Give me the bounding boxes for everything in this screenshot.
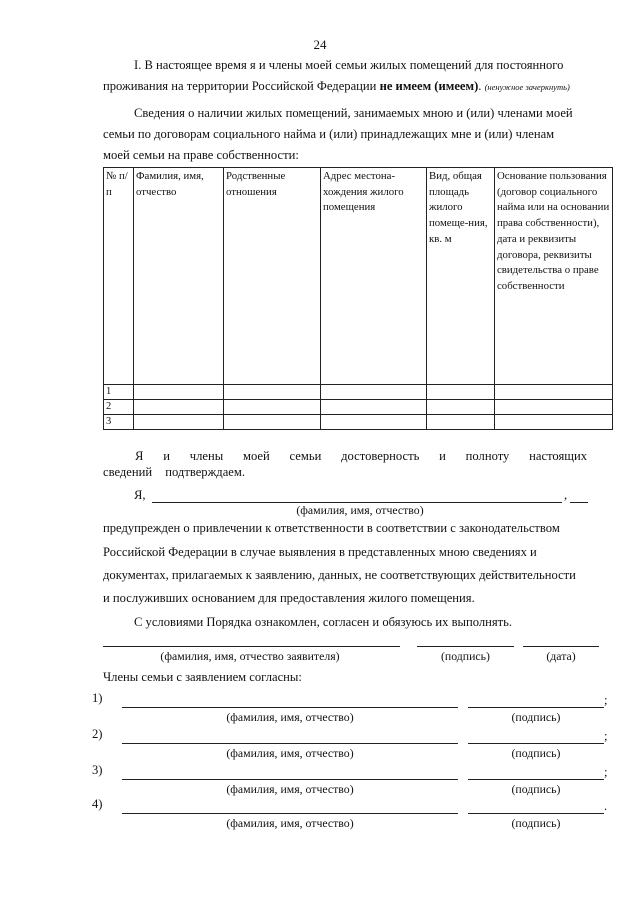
- applicant-sign-caption: (подпись): [441, 649, 490, 663]
- fio-caption: (фамилия, имя, отчество): [296, 503, 424, 517]
- housing-table: [103, 167, 613, 430]
- table-cell[interactable]: [427, 385, 495, 400]
- section-intro-period: .: [478, 79, 485, 93]
- info-line2: семьи по договорам социального найма и (или) принадлежащих мне и (или) членам: [103, 127, 555, 141]
- row-number: 1: [104, 385, 134, 400]
- member-fio-line[interactable]: [122, 707, 458, 708]
- warning-line3: документах, прилагаемых к заявлению, данных, не соответствующих действительности: [103, 568, 576, 582]
- member-fio-caption: (фамилия, имя, отчество): [226, 746, 354, 760]
- table-cell[interactable]: [321, 385, 427, 400]
- member-sign-line[interactable]: [468, 813, 604, 814]
- member-number: 3): [92, 763, 103, 777]
- section-intro-text: проживания на территории Российской Федерации: [103, 79, 380, 93]
- header-area: Вид, общая площадь жилого помеще-ния, кв. м: [427, 168, 495, 385]
- member-sign-caption: (подпись): [511, 746, 561, 760]
- member-fio-line[interactable]: [122, 779, 458, 780]
- member-fio-line[interactable]: [122, 813, 458, 814]
- housing-status-choice: не имеем (имеем): [379, 79, 479, 93]
- table-cell[interactable]: [427, 400, 495, 415]
- table-cell[interactable]: [321, 415, 427, 430]
- table-cell[interactable]: [134, 385, 224, 400]
- member-sign-line[interactable]: [468, 779, 604, 780]
- section-intro-line2: [103, 76, 623, 98]
- table-cell[interactable]: [134, 415, 224, 430]
- table-cell[interactable]: [495, 415, 613, 430]
- ya-comma: ,: [564, 488, 568, 502]
- page-number: 24: [313, 37, 327, 52]
- applicant-fio-caption: (фамилия, имя, отчество заявителя): [160, 649, 340, 663]
- member-sign-line[interactable]: [468, 707, 604, 708]
- table-cell[interactable]: [134, 400, 224, 415]
- table-cell[interactable]: [495, 385, 613, 400]
- header-relation: Родственные отношения: [224, 168, 321, 385]
- member-fio-caption: (фамилия, имя, отчество): [226, 816, 354, 830]
- fio-input-line-tail[interactable]: [570, 502, 588, 503]
- table-cell[interactable]: [495, 400, 613, 415]
- member-sign-caption: (подпись): [511, 816, 561, 830]
- header-number: № п/ п: [104, 168, 134, 385]
- table-cell[interactable]: [321, 400, 427, 415]
- header-address: Адрес местона-хождения жилого помещения: [321, 168, 427, 385]
- section-intro-line1: I. В настоящее время я и члены моей семьи жилых помещений для постоянного: [134, 58, 564, 72]
- member-sign-line[interactable]: [468, 743, 604, 744]
- header-basis: Основание пользования (договор социального найма или на основании права собственности), дата и реквизиты договора, реквизиты свидетельства о праве собственности: [495, 168, 613, 385]
- member-end-mark: ;: [604, 765, 608, 779]
- agreement-statement: С условиями Порядка ознакомлен, согласен и обязуюсь их выполнять.: [134, 615, 513, 629]
- applicant-fio-line[interactable]: [103, 646, 400, 647]
- table-cell[interactable]: [427, 415, 495, 430]
- member-fio-line[interactable]: [122, 743, 458, 744]
- member-number: 4): [92, 797, 103, 811]
- table-cell[interactable]: [224, 400, 321, 415]
- table-header-row: [104, 168, 613, 385]
- info-line3: моей семьи на праве собственности:: [103, 148, 299, 162]
- applicant-sign-line[interactable]: [417, 646, 514, 647]
- row-number: 2: [104, 400, 134, 415]
- member-end-mark: ;: [604, 729, 608, 743]
- member-end-mark: .: [604, 799, 608, 813]
- table-row: [104, 415, 613, 430]
- member-sign-caption: (подпись): [511, 782, 561, 796]
- warning-line4: и послуживших основанием для предоставления жилого помещения.: [103, 591, 475, 605]
- row-number: 3: [104, 415, 134, 430]
- ya-label: Я,: [134, 488, 146, 502]
- table-cell[interactable]: [224, 415, 321, 430]
- strike-note: (ненужное зачеркнуть): [484, 82, 570, 92]
- info-line1: Сведения о наличии жилых помещений, занимаемых мною и (или) членами моей: [134, 106, 573, 120]
- confirm-statement: Я и члены моей семьи достоверность и полноту настоящих сведений подтверждаем.: [103, 449, 587, 479]
- applicant-date-line[interactable]: [523, 646, 599, 647]
- member-number: 2): [92, 727, 103, 741]
- member-fio-caption: (фамилия, имя, отчество): [226, 710, 354, 724]
- member-fio-caption: (фамилия, имя, отчество): [226, 782, 354, 796]
- member-end-mark: ;: [604, 693, 608, 707]
- table-row: [104, 400, 613, 415]
- warning-line2: Российской Федерации в случае выявления в представленных мною сведениях и: [103, 545, 537, 559]
- applicant-date-caption: (дата): [546, 649, 576, 663]
- member-sign-caption: (подпись): [511, 710, 561, 724]
- header-fio: Фамилия, имя, отчество: [134, 168, 224, 385]
- warning-line1: предупрежден о привлечении к ответственности в соответствии с законодательством: [103, 521, 560, 535]
- members-title: Члены семьи с заявлением согласны:: [103, 670, 302, 684]
- table-cell[interactable]: [224, 385, 321, 400]
- table-row: [104, 385, 613, 400]
- member-number: 1): [92, 691, 103, 705]
